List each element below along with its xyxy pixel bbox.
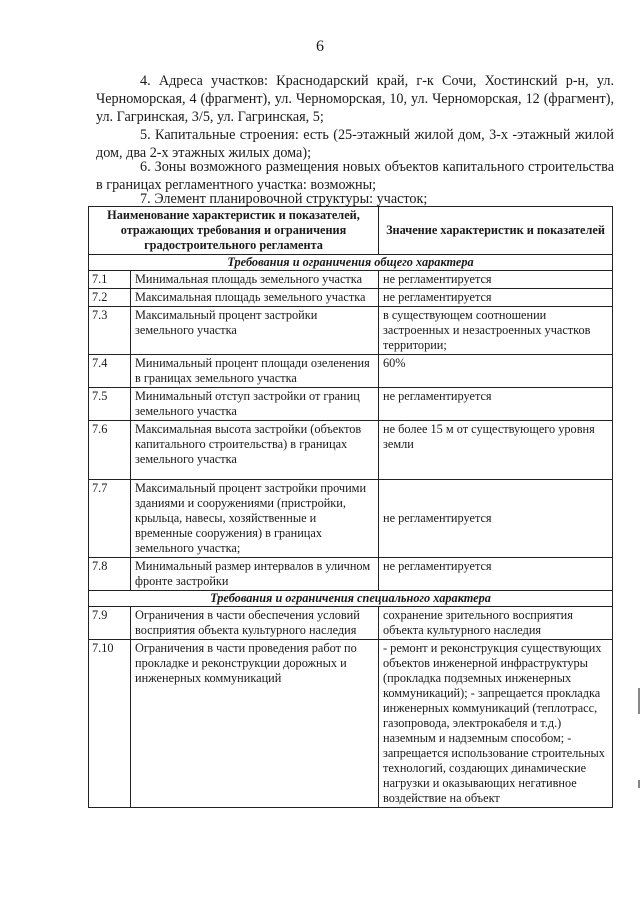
row-number: 7.3 <box>89 307 131 355</box>
header-values: Значение характеристик и показателей <box>379 207 613 255</box>
section-general-title: Требования и ограничения общего характера <box>89 255 613 271</box>
table-header-row <box>89 207 613 255</box>
table-row <box>89 640 613 808</box>
row-number: 7.1 <box>89 271 131 289</box>
table-row <box>89 271 613 289</box>
row-number: 7.2 <box>89 289 131 307</box>
row-name: Максимальный процент застройки земельного участка <box>131 307 379 355</box>
paragraph-zones <box>96 158 614 194</box>
row-number: 7.10 <box>89 640 131 808</box>
row-number: 7.6 <box>89 421 131 480</box>
row-value: не регламентируется <box>379 480 613 558</box>
row-name: Ограничения в части проведения работ по прокладке и реконструкции дорожных и инженерных коммуникаций <box>131 640 379 808</box>
page-number: 6 <box>316 38 324 55</box>
row-value: в существующем соотношении застроенных и незастроенных участков территории; <box>379 307 613 355</box>
table-row <box>89 480 613 558</box>
row-name: Минимальный размер интервалов в уличном фронте застройки <box>131 558 379 591</box>
table-row <box>89 607 613 640</box>
table-row <box>89 355 613 388</box>
row-value: не регламентируется <box>379 289 613 307</box>
row-number: 7.9 <box>89 607 131 640</box>
paragraph-zones-text: 6. Зоны возможного размещения новых объектов капитального строительства в границах регламентного участка: возможны; <box>96 159 614 193</box>
paragraph-addresses <box>96 72 614 126</box>
row-value: не регламентируется <box>379 388 613 421</box>
row-name: Минимальная площадь земельного участка <box>131 271 379 289</box>
row-name: Минимальный процент площади озеленения в границах земельного участка <box>131 355 379 388</box>
paragraph-buildings-text: 5. Капитальные строения: есть (25-этажный жилой дом, 3-х -этажный жилой дом, два 2-х этажных жилых дома); <box>96 127 614 161</box>
row-name: Минимальный отступ застройки от границ земельного участка <box>131 388 379 421</box>
row-value: не регламентируется <box>379 271 613 289</box>
table-row <box>89 307 613 355</box>
table-row <box>89 558 613 591</box>
row-number: 7.8 <box>89 558 131 591</box>
paragraph-buildings <box>96 126 614 162</box>
section-special-title: Требования и ограничения специального характера <box>89 591 613 607</box>
row-number: 7.5 <box>89 388 131 421</box>
table-row <box>89 388 613 421</box>
row-value: не более 15 м от существующего уровня земли <box>379 421 613 480</box>
row-name: Максимальный процент застройки прочими зданиями и сооружениями (пристройки, крыльца, навесы, хозяйственные и временные сооружения) в границах земельного участка; <box>131 480 379 558</box>
table-row <box>89 421 613 480</box>
row-value: - ремонт и реконструкция существующих объектов инженерной инфраструктуры (прокладка подземных инженерных коммуникаций); - запрещается прокладка инженерных коммуникаций (теплотрасс, газопровода, электрокабеля и т.д.) наземным и надземным способом; - запрещается использование строительных технологий, создающих динамические нагрузки и оказывающих негативное воздействие на объект <box>379 640 613 808</box>
row-name: Ограничения в части обеспечения условий восприятия объекта культурного наследия <box>131 607 379 640</box>
paragraph-addresses-text: 4. Адреса участков: Краснодарский край, г-к Сочи, Хостинский р-н, ул. Черноморская, 4 (фрагмент), ул. Черноморская, 10, ул. Черноморская, 12 (фрагмент), ул. Гагринская, 3/5, ул. Гагринская, 5; <box>96 73 614 125</box>
section-row-special <box>89 591 613 607</box>
section-row-general <box>89 255 613 271</box>
regulation-table <box>88 206 613 808</box>
header-characteristics: Наименование характеристик и показателей, отражающих требования и ограничения градостроительного регламента <box>89 207 379 255</box>
row-name: Максимальная высота застройки (объектов капитального строительства) в границах земельного участка <box>131 421 379 480</box>
table-row <box>89 289 613 307</box>
row-value: 60% <box>379 355 613 388</box>
row-number: 7.4 <box>89 355 131 388</box>
row-name: Максимальная площадь земельного участка <box>131 289 379 307</box>
row-value: не регламентируется <box>379 558 613 591</box>
row-number: 7.7 <box>89 480 131 558</box>
row-value: сохранение зрительного восприятия объекта культурного наследия <box>379 607 613 640</box>
paragraph-structure-text: 7. Элемент планировочной структуры: участок; <box>140 191 428 207</box>
